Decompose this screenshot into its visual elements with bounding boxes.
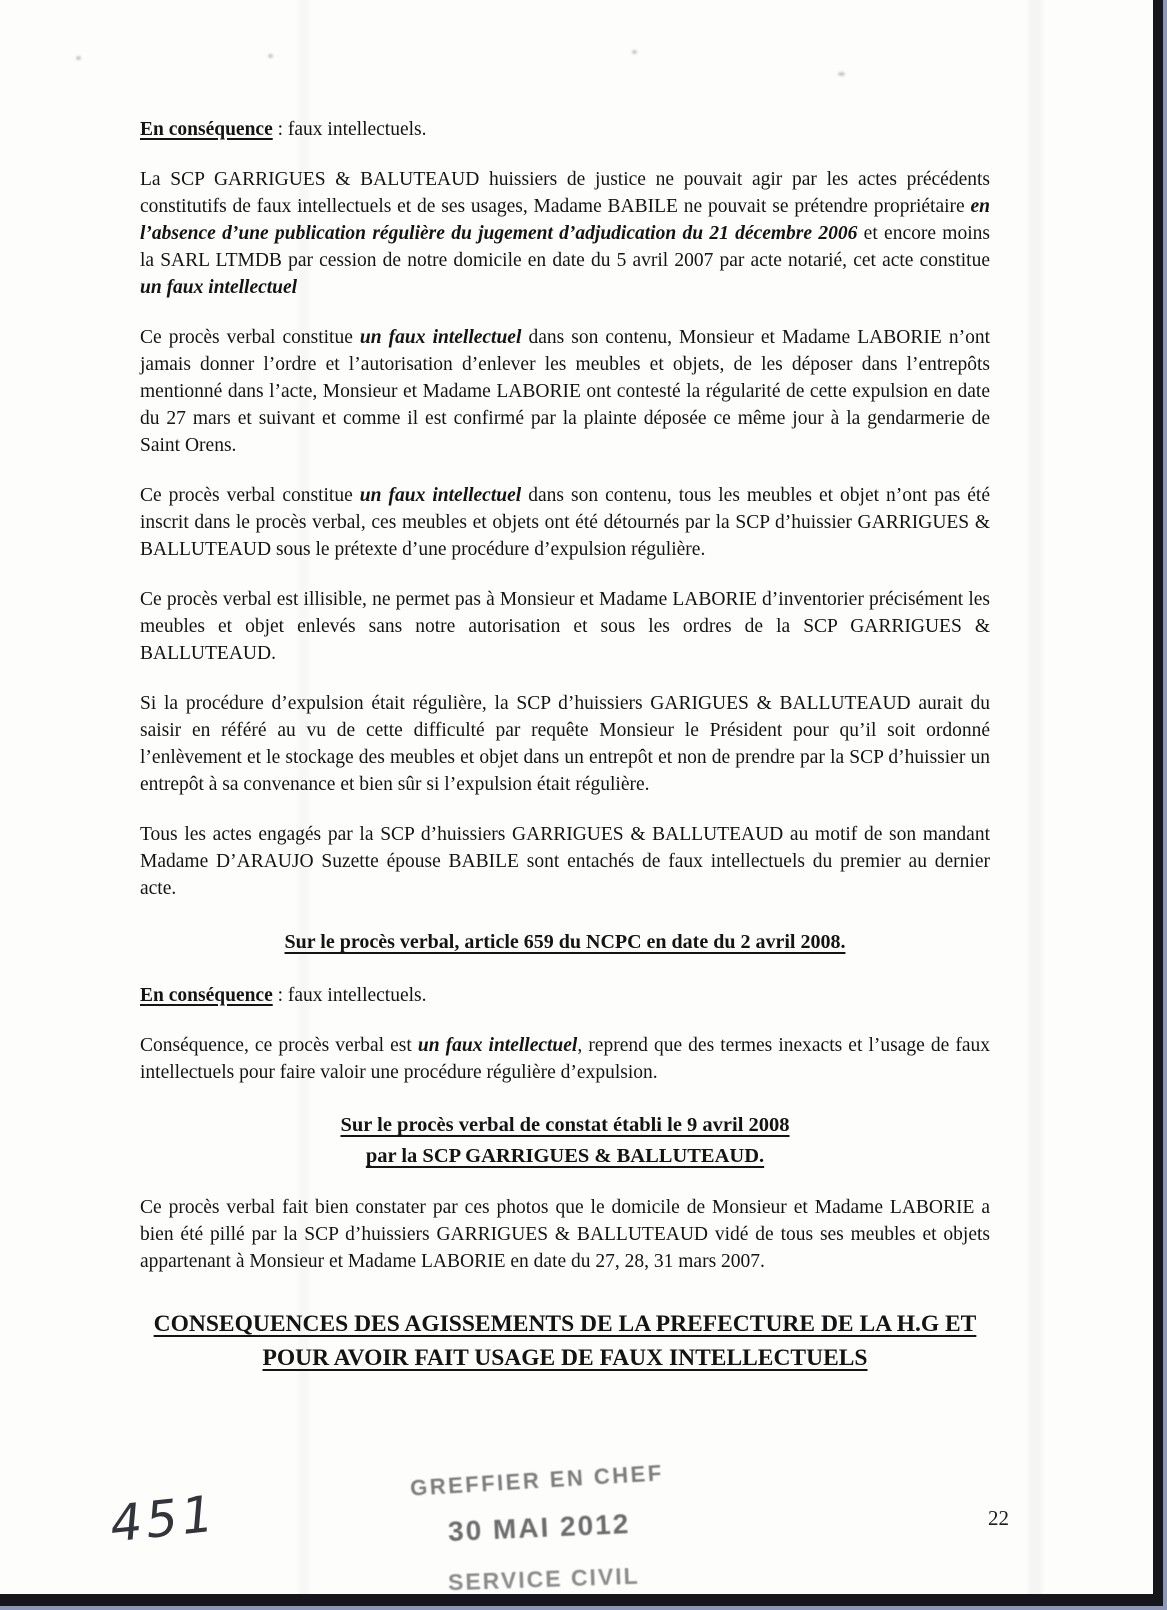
paragraph-text: Ce procès verbal fait bien constater par ces photos que le domicile de Monsieur et Madame LABORIE a bien été pillé par la SCP d’huissiers GARRIGUES & BALLUTEAUD vidé de tous ses meubles et objets appartenant à Monsieur et Madame LABORIE en date du 27, 28, 31 mars 2007. xyxy=(140,1197,990,1272)
emphasis-text: un faux intellectuel xyxy=(359,485,522,506)
scan-speck xyxy=(632,50,637,54)
heading-line xyxy=(140,1110,990,1141)
heading-line xyxy=(140,1141,990,1172)
paragraph-pv-contenu-meubles xyxy=(140,324,990,459)
emphasis-text: un faux intellectuel xyxy=(417,1035,578,1056)
paragraph-pv-meubles-detournes xyxy=(140,482,990,563)
document-body xyxy=(140,116,990,1375)
consequence-text: : faux intellectuels. xyxy=(272,119,427,140)
consequence-statement-mid xyxy=(140,982,990,1009)
paragraph-tous-les-actes xyxy=(140,821,990,902)
heading-line xyxy=(140,1307,990,1341)
paragraph-text: Ce procès verbal constitue xyxy=(140,485,360,506)
consequence-statement-top xyxy=(140,116,990,143)
consequence-label: En conséquence xyxy=(140,985,273,1006)
scan-speck xyxy=(76,56,81,60)
stamp-date: 30 MAI 2012 xyxy=(447,1508,631,1547)
handwritten-page-number: 451 xyxy=(107,1484,221,1554)
heading-text: CONSEQUENCES DES AGISSEMENTS DE LA PREFECTURE DE LA H.G ET xyxy=(153,1311,977,1337)
emphasis-text: un faux intellectuel xyxy=(359,327,522,348)
paragraph-text: et encore moins la SARL LTMDB par cession de notre domicile en date du 5 avril 2007 par acte notarié, cet acte constitue xyxy=(140,223,990,271)
consequence-text: : faux intellectuels. xyxy=(272,985,427,1006)
paragraph-text: Ce procès verbal est illisible, ne permet pas à Monsieur et Madame LABORIE d’inventorier précisément les meubles et objet enlevés sans notre autorisation et sous les ordres de la SCP GARRIGUES & BALLUTEAUD. xyxy=(140,589,990,664)
heading-text: Sur le procès verbal de constat établi le 9 avril 2008 xyxy=(340,1114,790,1136)
heading-text: Sur le procès verbal, article 659 du NCPC en date du 2 avril 2008. xyxy=(284,931,846,953)
heading-text: POUR AVOIR FAIT USAGE DE FAUX INTELLECTUELS xyxy=(262,1345,868,1371)
paragraph-text: dans son contenu, tous les meubles et objet n’ont pas été inscrit dans le procès verbal, ces meubles et objets ont été détournés par la SCP d’huissier GARRIGUES & BALLUTEAUD sous le prétexte d’une procédure d’expulsion régulière. xyxy=(140,485,990,560)
emphasis-text: un faux intellectuel xyxy=(140,277,298,298)
heading-line xyxy=(140,1341,990,1375)
paragraph-text: Si la procédure d’expulsion était régulière, la SCP d’huissiers GARIGUES & BALLUTEAUD aurait du saisir en référé au vu de cette difficulté par requête Monsieur le Président pour qu’il soit ordonné l’enlèvement et le stockage des meubles et objet dans un entrepôt et non de prendre par la SCP d’huissier un entrepôt à sa convenance et bien sûr si l’expulsion était régulière. xyxy=(140,693,990,795)
consequence-label: En conséquence xyxy=(140,119,273,140)
section-heading-consequences-prefecture xyxy=(140,1307,990,1375)
paragraph-scp-garrigues-acts xyxy=(140,166,990,301)
paragraph-text: , reprend que des termes inexacts et l’usage de faux intellectuels pour faire valoir une procédure régulière d’expulsion. xyxy=(140,1035,990,1083)
paragraph-text: Ce procès verbal constitue xyxy=(140,327,360,348)
paragraph-consequence-pv xyxy=(140,1032,990,1086)
section-heading-pv-constat xyxy=(140,1110,990,1172)
scan-speck xyxy=(268,54,273,58)
printed-page-number: 22 xyxy=(988,1506,1009,1530)
paragraph-text: La SCP GARRIGUES & BALUTEAUD huissiers de justice ne pouvait agir par les actes précédents constitutifs de faux intellectuels et de ses usages, Madame BABILE ne pouvait se prétendre propriétaire xyxy=(140,169,990,217)
heading-text: par la SCP GARRIGUES & BALLUTEAUD. xyxy=(365,1145,765,1167)
paragraph-pv-illisible xyxy=(140,586,990,667)
paragraph-text: Tous les actes engagés par la SCP d’huissiers GARRIGUES & BALLUTEAUD au motif de son mandant Madame D’ARAUJO Suzette épouse BABILE sont entachés de faux intellectuels du premier au dernier acte. xyxy=(140,824,990,899)
section-heading-pv-659 xyxy=(140,928,990,956)
stamp-greffier-en-chef: GREFFIER EN CHEF xyxy=(409,1460,665,1501)
stamp-service-civil: SERVICE CIVIL xyxy=(447,1562,641,1596)
paragraph-text: Conséquence, ce procès verbal est xyxy=(140,1035,418,1056)
scan-speck xyxy=(838,72,845,76)
paragraph-pv-photos xyxy=(140,1194,990,1275)
paragraph-text: dans son contenu, Monsieur et Madame LABORIE n’ont jamais donner l’ordre et l’autorisation d’enlever les meubles et objets, de les déposer dans l’entrepôts mentionné dans l’acte, Monsieur et Madame LABORIE ont contesté la régularité de cette expulsion en date du 27 mars et suivant et comme il est confirmé par la plainte déposée ce même jour à la gendarmerie de Saint Orens. xyxy=(140,327,990,456)
emphasis-text: en l’absence d’une publication régulière du jugement d’adjudication du 21 décembre 2006 xyxy=(140,196,990,244)
paragraph-procedure-reguliere xyxy=(140,690,990,798)
